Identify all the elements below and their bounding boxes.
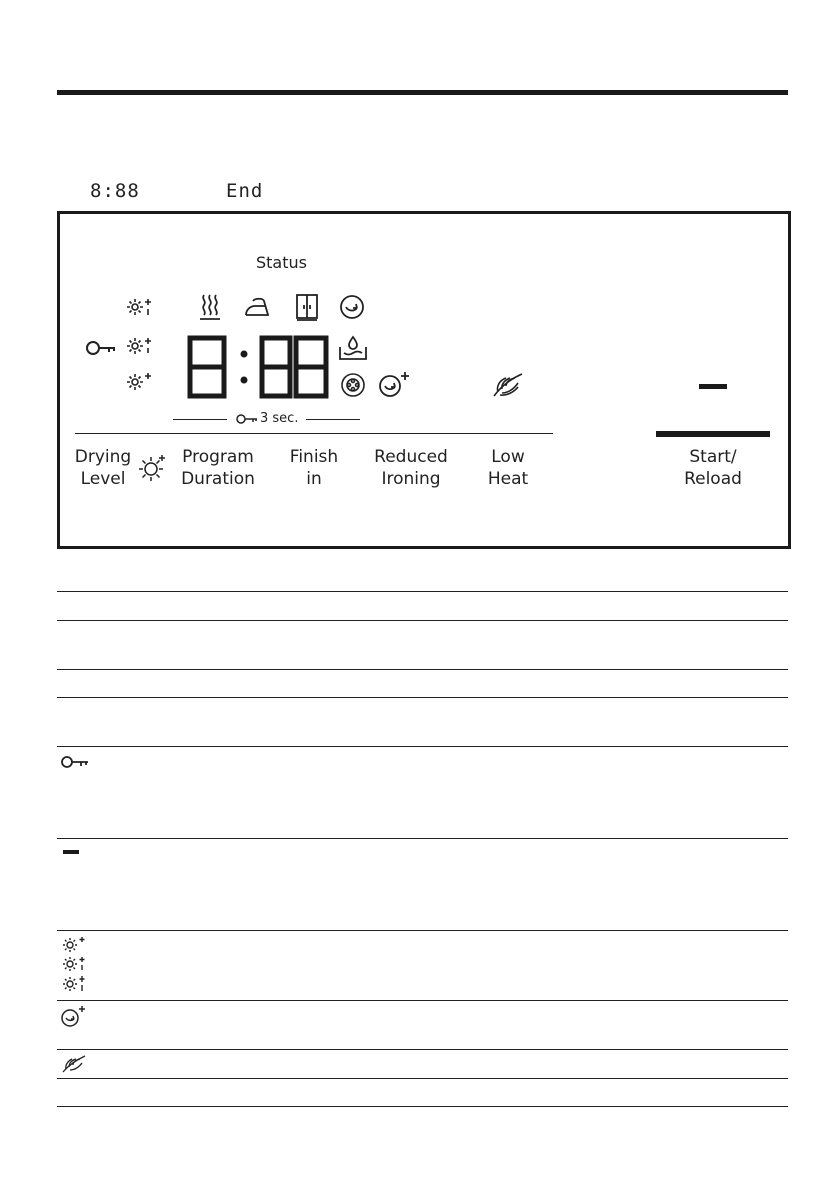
table-dash-icon [63,850,79,854]
program-duration-button[interactable]: Program Duration [181,447,255,489]
table-anti-crease-plus-icon [60,1005,88,1027]
low-heat-feather-icon [492,372,524,398]
anti-crease-icon [338,293,366,321]
table-rule [57,1078,788,1079]
table-drying-extra-icon [61,975,87,993]
iron-dry-icon [243,295,271,319]
key-line-left [173,419,227,420]
drying-level-button[interactable]: Drying Level [74,447,132,489]
filter-icon [340,372,366,398]
segment-time-example: 8:88 [90,180,140,202]
button-row-divider [75,433,553,434]
table-rule [57,620,788,621]
drying-plus-icon [125,335,153,357]
main-time-display [186,334,331,404]
table-rule [57,1106,788,1107]
water-container-icon [338,335,368,361]
dash-indicator-icon [699,384,727,389]
column-gap [230,585,238,1110]
table-rule [57,746,788,747]
segment-end-example: End [226,180,264,202]
table-rule [57,1000,788,1001]
table-rule [57,669,788,670]
table-rule [57,838,788,839]
drying-status-icon [199,293,221,321]
table-rule [57,1049,788,1050]
drying-sun-icon [138,453,168,483]
key-line-right [306,419,360,420]
drying-extra-icon [125,296,153,318]
table-drying-normal-icon [61,935,87,953]
control-panel [57,211,791,549]
cupboard-dry-icon [295,293,319,321]
table-low-heat-feather-icon [61,1055,87,1073]
drying-normal-icon [125,370,153,392]
key-timer-label: 3 sec. [260,411,299,426]
status-label: Status [256,253,307,272]
finish-in-button[interactable]: Finish in [289,447,339,489]
start-button-bar [656,431,770,437]
table-rule [57,930,788,931]
table-rule [57,591,788,592]
reduced-ironing-button[interactable]: Reduced Ironing [374,447,448,489]
section-top-rule [57,90,788,95]
table-drying-plus-icon [61,955,87,973]
low-heat-button[interactable]: Low Heat [487,447,529,489]
table-rule [57,697,788,698]
child-lock-key-icon [85,340,117,356]
anti-crease-plus-icon [377,370,411,398]
key-small-icon [236,413,258,425]
table-key-icon [61,755,89,769]
start-reload-button[interactable]: Start/ Reload [684,447,742,489]
